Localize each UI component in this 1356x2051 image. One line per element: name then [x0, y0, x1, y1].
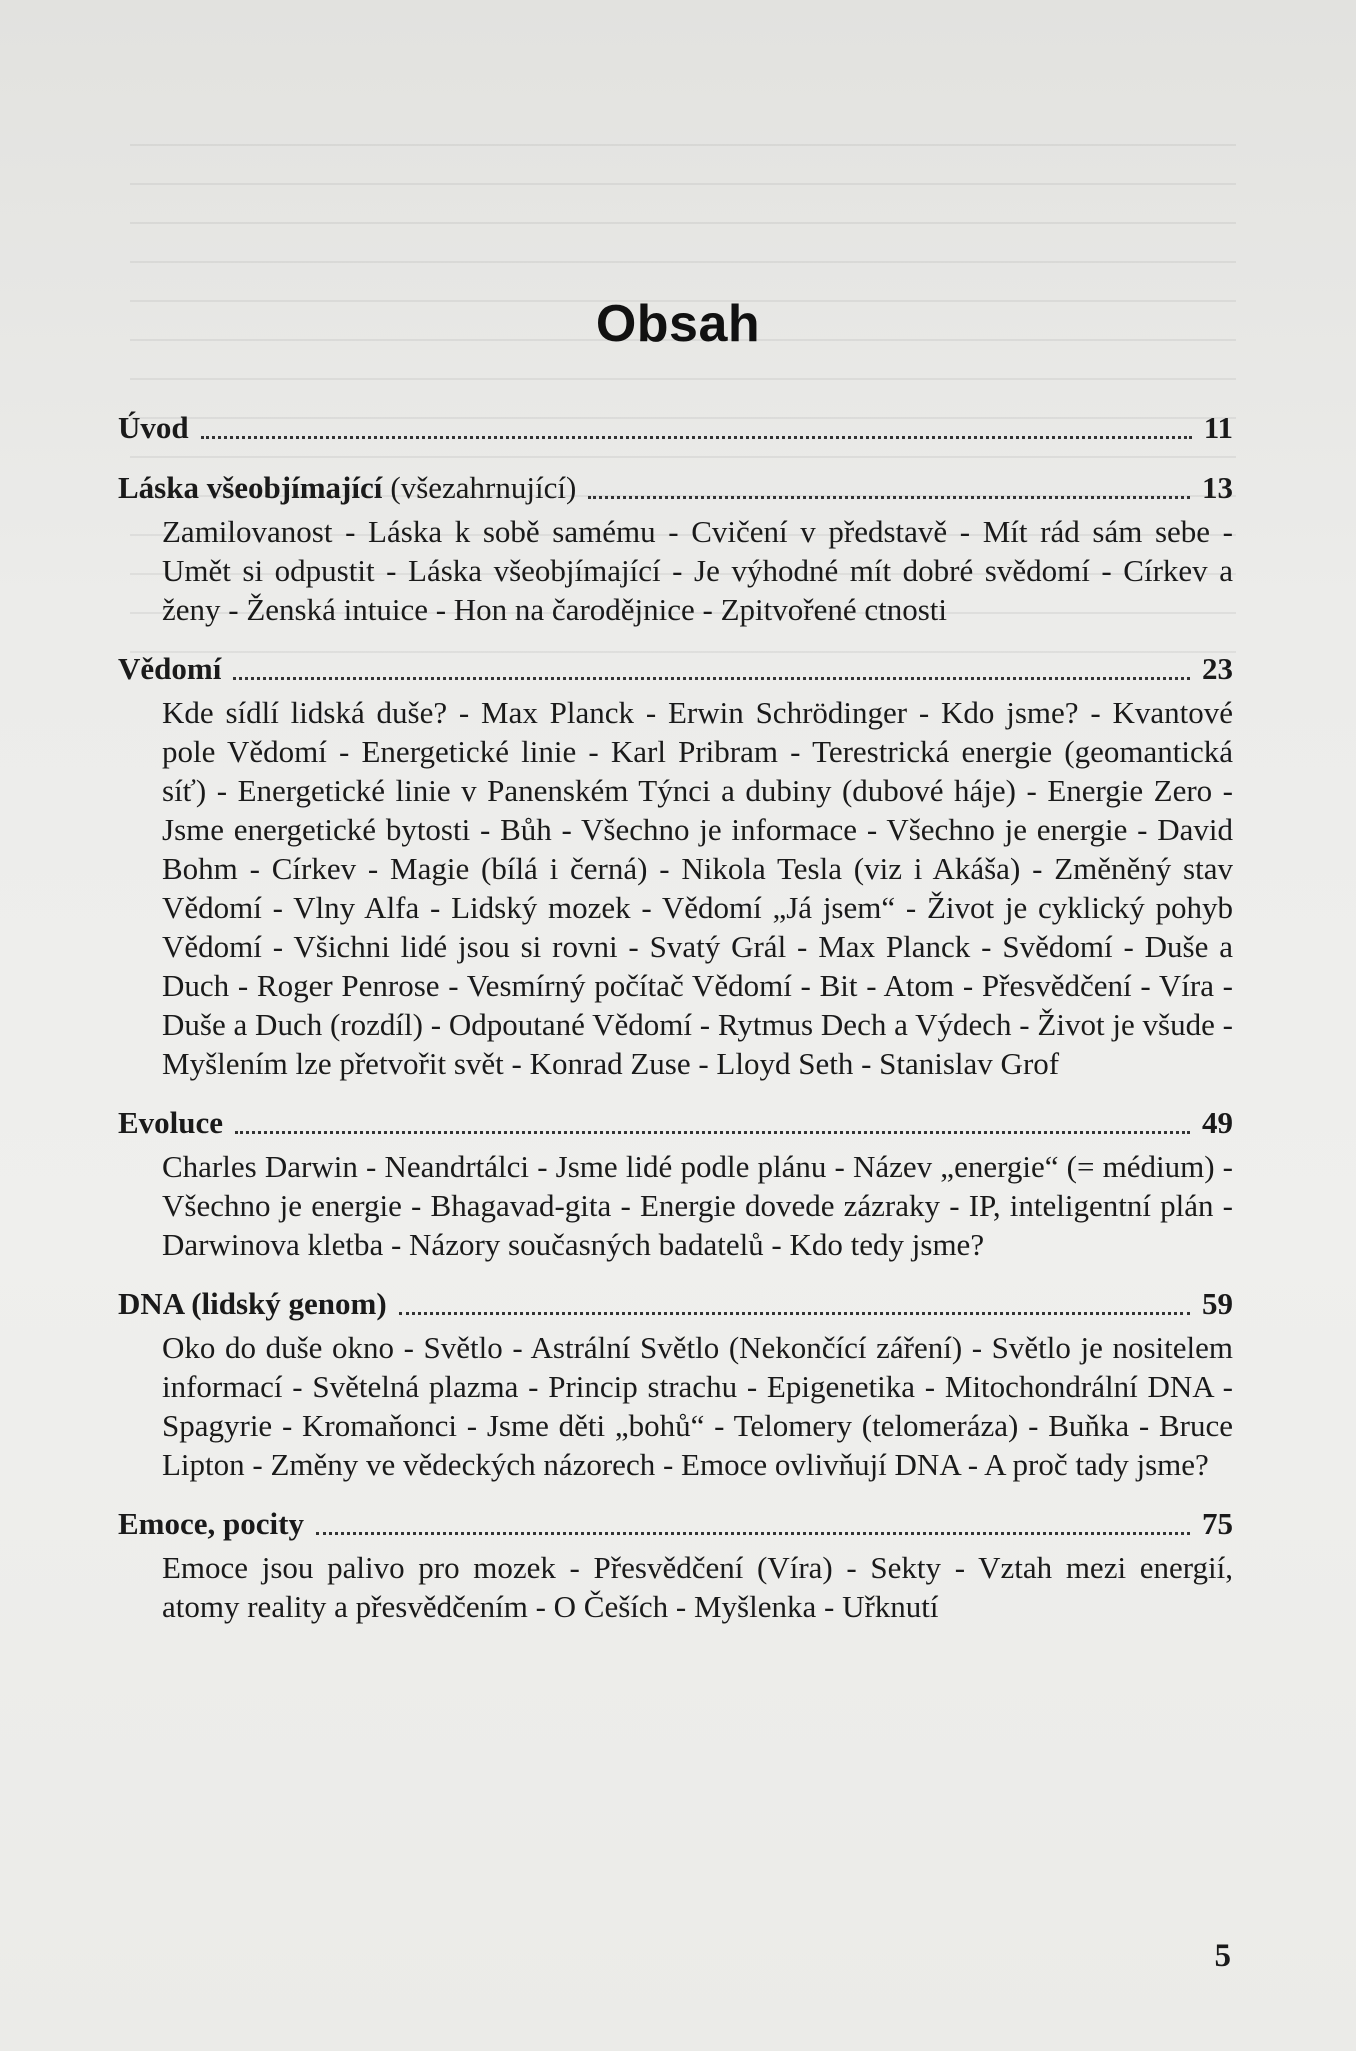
chapter-page-number: 75	[1202, 1506, 1233, 1541]
toc-entry-laska	[118, 468, 1233, 629]
toc-heading-line	[118, 408, 1233, 448]
toc-entry-dna	[118, 1284, 1233, 1484]
toc-entry-uvod	[118, 408, 1233, 448]
dot-leader	[235, 1131, 1190, 1134]
chapter-title: Evoluce	[118, 1105, 224, 1140]
toc-heading-line	[118, 1103, 1233, 1143]
toc-entry-emoce	[118, 1504, 1233, 1626]
chapter-page-number: 11	[1203, 410, 1233, 445]
toc-heading-line	[118, 468, 1233, 508]
toc-entry-evoluce	[118, 1103, 1233, 1264]
chapter-topics: Emoce jsou palivo pro mozek - Přesvědčení (Víra) - Sekty - Vztah mezi energií, atomy reality a přesvědčením - O Češích - Myšlenka - Uřknutí	[162, 1550, 1233, 1624]
chapter-topics: Charles Darwin - Neandrtálci - Jsme lidé podle plánu - Název „energie“ (= médium) - Všechno je energie - Bhagavad-gita - Energie dovede zázraky - IP, inteligentní plán - Darwinova kletba - Názory současných badatelů - Kdo tedy jsme?	[162, 1149, 1233, 1262]
page-title: Obsah	[595, 295, 761, 353]
chapter-topics: Oko do duše okno - Světlo - Astrální Světlo (Nekončící záření) - Světlo je nositelem informací - Světelná plazma - Princip strachu - Epigenetika - Mitochondrální DNA - Spagyrie - Kromaňonci - Jsme děti „bohů“ - Telomery (telomeráza) - Buňka - Bruce Lipton - Změny ve vědeckých názorech - Emoce ovlivňují DNA - A proč tady jsme?	[162, 1330, 1233, 1482]
dot-leader	[399, 1312, 1190, 1315]
chapter-title: Úvod	[118, 410, 189, 445]
chapter-title: Vědomí	[118, 651, 222, 686]
chapter-topics: Zamilovanost - Láska k sobě samému - Cvičení v představě - Mít rád sám sebe - Umět si odpustit - Láska všeobjímající - Je výhodné mít dobré svědomí - Církev a ženy - Ženská intuice - Hon na čarodějnice - Zpitvořené ctnosti	[162, 514, 1233, 627]
chapter-title: Emoce, pocity	[118, 1506, 304, 1541]
chapter-page-number: 59	[1202, 1286, 1233, 1321]
toc-heading-line	[118, 649, 1233, 689]
page-number: 5	[1214, 1938, 1231, 1974]
toc-heading-line	[118, 1504, 1233, 1544]
toc-entry-vedomi	[118, 649, 1233, 1083]
dot-leader	[316, 1532, 1190, 1535]
dot-leader	[588, 496, 1190, 499]
chapter-title: Láska všeobjímající	[118, 470, 383, 505]
dot-leader	[233, 677, 1190, 680]
chapter-subtitle: (všezahrnující)	[390, 470, 577, 505]
chapter-topics: Kde sídlí lidská duše? - Max Planck - Erwin Schrödinger - Kdo jsme? - Kvantové pole Vědomí - Energetické linie - Karl Pribram - Terestrická energie (geomantická síť) - Energetické linie v Panenském Týnci a dubiny (dubové háje) - Energie Zero - Jsme energetické bytosti - Bůh - Všechno je informace - Všechno je energie - David Bohm - Církev - Magie (bílá i černá) - Nikola Tesla (viz i Akáša) - Změněný stav Vědomí - Vlny Alfa - Lidský mozek - Vědomí „Já jsem“ - Život je cyklický pohyb Vědomí - Všichni lidé jsou si rovni - Svatý Grál - Max Planck - Svědomí - Duše a Duch - Roger Penrose - Vesmírný počítač Vědomí - Bit - Atom - Přesvědčení - Víra - Duše a Duch (rozdíl) - Odpoutané Vědomí - Rytmus Dech a Výdech - Život je všude - Myšlením lze přetvořit svět - Konrad Zuse - Lloyd Seth - Stanislav Grof	[162, 695, 1233, 1081]
toc-heading-line	[118, 1284, 1233, 1324]
dot-leader	[201, 436, 1192, 439]
chapter-page-number: 23	[1202, 651, 1233, 686]
chapter-page-number: 49	[1202, 1105, 1233, 1140]
chapter-page-number: 13	[1202, 470, 1233, 505]
chapter-title: DNA (lidský genom)	[118, 1286, 387, 1321]
table-of-contents	[118, 408, 1233, 1646]
